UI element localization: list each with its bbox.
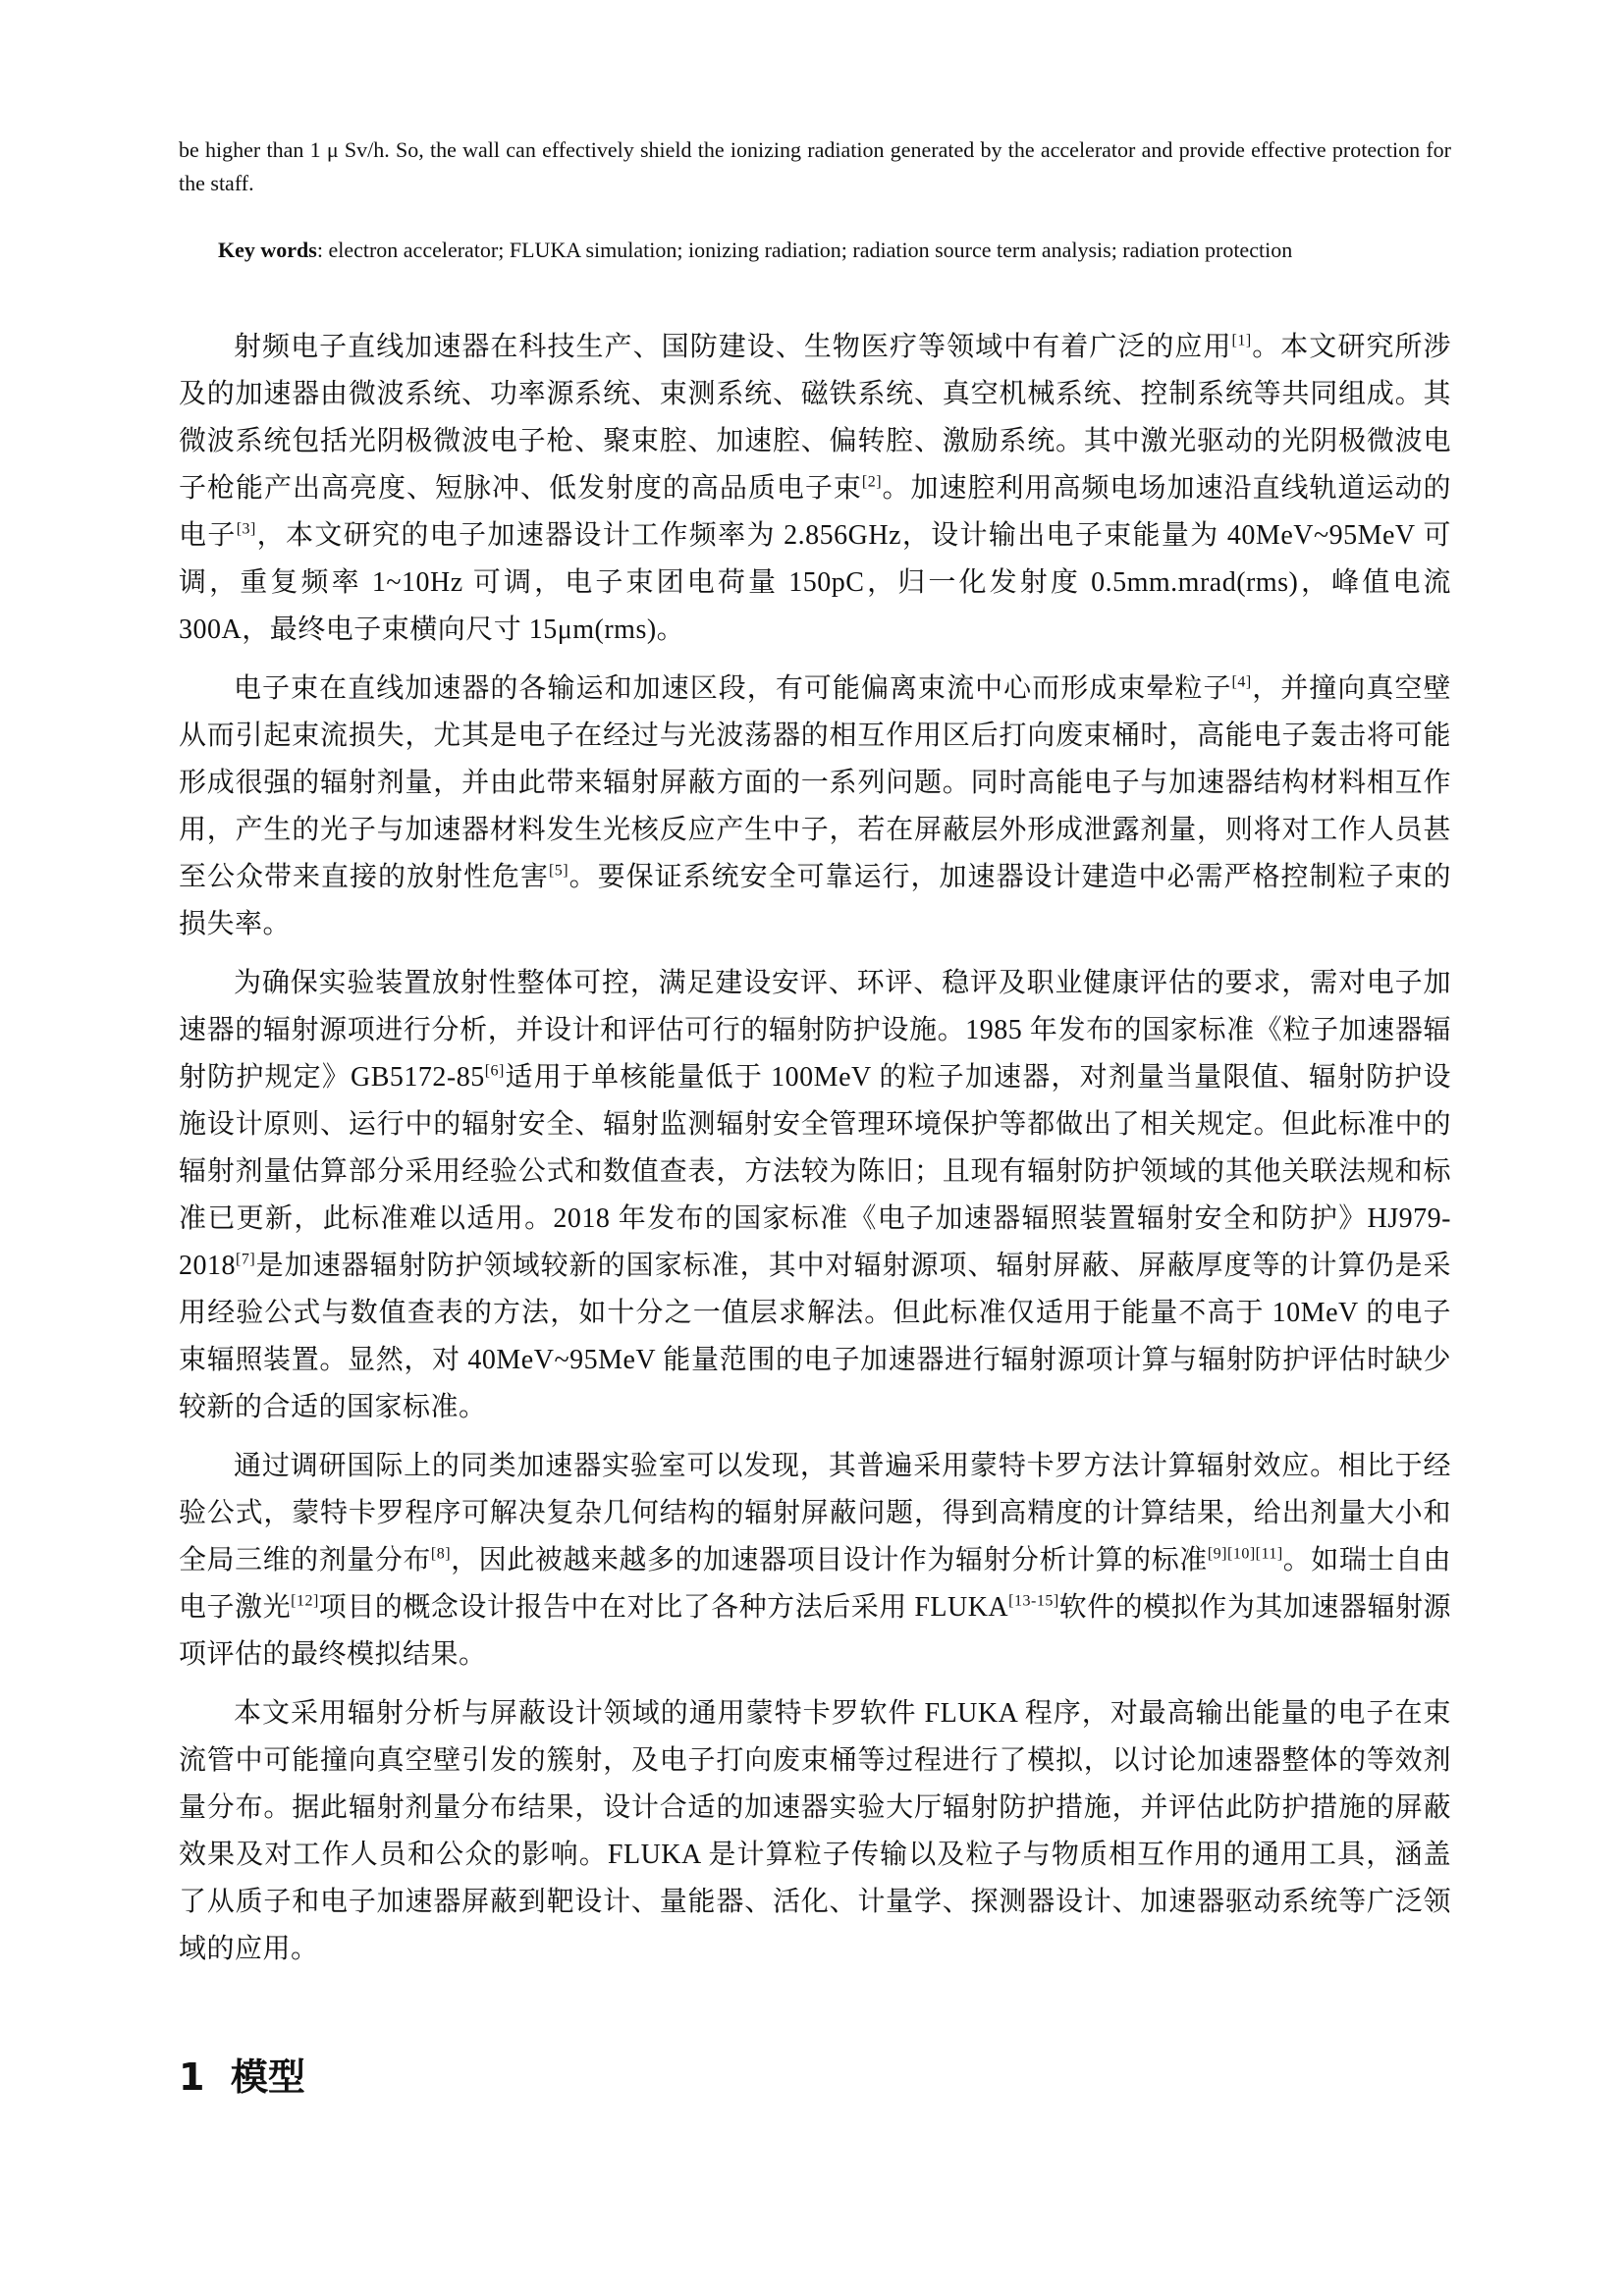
text-run: 是加速器辐射防护领域较新的国家标准，其中对辐射源项、辐射屏蔽、屏蔽厚度等的计算仍是采用经验公式与数值查表的方法，如十分之一值层求解法。但此标准仅适用于能量不高于 10MeV 的电子束辐照装置。显然，对 40MeV~95MeV 能量范围的电子加速器进行辐射源项计算与辐射防护评估时缺少较新的合适的国家标准。 <box>179 1251 1451 1422</box>
body-text <box>179 324 1451 1973</box>
paragraph <box>179 1690 1451 1973</box>
keywords-label: Key words <box>218 238 317 262</box>
paragraph <box>179 960 1451 1431</box>
text-run: 通过调研国际上的同类加速器实验室可以发现，其普遍采用蒙特卡罗方法计算辐射效应。相比于经验公式，蒙特卡罗程序可解决复杂几何结构的辐射屏蔽问题，得到高精度的计算结果，给出剂量大小和全局三维的剂量分布 <box>179 1451 1451 1575</box>
text-run: 本文采用辐射分析与屏蔽设计领域的通用蒙特卡罗软件 FLUKA 程序，对最高输出能量的电子在束流管中可能撞向真空壁引发的簇射，及电子打向废束桶等过程进行了模拟，以讨论加速器整体的等效剂量分布。据此辐射剂量分布结果，设计合适的加速器实验大厅辐射防护措施，并评估此防护措施的屏蔽效果及对工作人员和公众的影响。FLUKA 是计算粒子传输以及粒子与物质相互作用的通用工具，涵盖了从质子和电子加速器屏蔽到靶设计、量能器、活化、计量学、探测器设计、加速器驱动系统等广泛领域的应用。 <box>179 1698 1451 1964</box>
citation-ref: [7] <box>236 1251 256 1268</box>
paragraph <box>179 666 1451 948</box>
text-run: 。如瑞士自由电子激光 <box>179 1545 1451 1623</box>
text-run: 项目的概念设计报告中在对比了各种方法后采用 FLUKA <box>318 1592 1009 1623</box>
paragraph <box>179 1443 1451 1679</box>
text-run: ，因此被越来越多的加速器项目设计作为辐射分析计算的标准 <box>451 1545 1208 1575</box>
text-run: 软件的模拟作为其加速器辐射源项评估的最终模拟结果。 <box>179 1592 1451 1670</box>
citation-ref: [1] <box>1231 332 1252 349</box>
paragraph <box>179 324 1451 654</box>
text-run: 电子束在直线加速器的各输运和加速区段，有可能偏离束流中心而形成束晕粒子 <box>234 673 1232 704</box>
section-number: 1 <box>179 2056 205 2099</box>
citation-ref: [6] <box>484 1062 505 1080</box>
text-run: 。本文研究所涉及的加速器由微波系统、功率源系统、束测系统、磁铁系统、真空机械系统、控制系统等共同组成。其微波系统包括光阴极微波电子枪、聚束腔、加速腔、偏转腔、激励系统。其中激光驱动的光阴极微波电子枪能产出高亮度、短脉冲、低发射度的高品质电子束 <box>179 332 1451 504</box>
citation-ref: [4] <box>1231 673 1252 691</box>
section-title: 模型 <box>230 2056 305 2099</box>
text-run: ，并撞向真空壁从而引起束流损失，尤其是电子在经过与光波荡器的相互作用区后打向废束桶时，高能电子轰击将可能形成很强的辐射剂量，并由此带来辐射屏蔽方面的一系列问题。同时高能电子与加速器结构材料相互作用，产生的光子与加速器材料发生光核反应产生中子，若在屏蔽层外形成泄露剂量，则将对工作人员甚至公众带来直接的放射性危害 <box>179 673 1451 892</box>
citation-ref: [8] <box>430 1545 452 1563</box>
text-run: 适用于单核能量低于 100MeV 的粒子加速器，对剂量当量限值、辐射防护设施设计原则、运行中的辐射安全、辐射监测辐射安全管理环境保护等都做出了相关规定。但此标准中的辐射剂量估算部分采用经验公式和数值查表，方法较为陈旧；且现有辐射防护领域的其他关联法规和标准已更新，此标准难以适用。2018 年发布的国家标准《电子加速器辐照装置辐射安全和防护》HJ979-2018 <box>179 1062 1451 1281</box>
citation-ref: [3] <box>236 520 256 538</box>
text-run: 为确保实验装置放射性整体可控，满足建设安评、环评、稳评及职业健康评估的要求，需对电子加速器的辐射源项进行分析，并设计和评估可行的辐射防护设施。1985 年发布的国家标准《粒子加速器辐射防护规定》GB5172-85 <box>179 968 1451 1093</box>
keywords-text: : electron accelerator; FLUKA simulation; ionizing radiation; radiation source term analysis; radiation protection <box>316 238 1293 262</box>
citation-ref: [2] <box>861 473 883 491</box>
citation-ref: [12] <box>291 1592 319 1610</box>
citation-ref: [13-15] <box>1008 1592 1059 1610</box>
text-run: ，本文研究的电子加速器设计工作频率为 2.856GHz，设计输出电子束能量为 40MeV~95MeV 可调，重复频率 1~10Hz 可调，电子束团电荷量 150pC，归一化发射度 0.5mm.mrad(rms)，峰值电流 300A，最终电子束横向尺寸 15μm(rms)。 <box>179 520 1451 645</box>
text-run: 射频电子直线加速器在科技生产、国防建设、生物医疗等领域中有着广泛的应用 <box>234 332 1232 362</box>
citation-ref: [5] <box>548 862 569 880</box>
citation-ref: [9][10][11] <box>1207 1545 1283 1563</box>
text-run: 。要保证系统安全可靠运行，加速器设计建造中必需严格控制粒子束的损失率。 <box>179 862 1451 939</box>
text-run: 。加速腔利用高频电场加速沿直线轨道运动的电子 <box>179 473 1451 551</box>
keywords <box>179 234 1451 267</box>
abstract-tail: be higher than 1 μ Sv/h. So, the wall can effectively shield the ionizing radiation generated by the accelerator and provide effective protection for the staff. <box>179 137 1451 195</box>
section-heading <box>179 2047 305 2101</box>
